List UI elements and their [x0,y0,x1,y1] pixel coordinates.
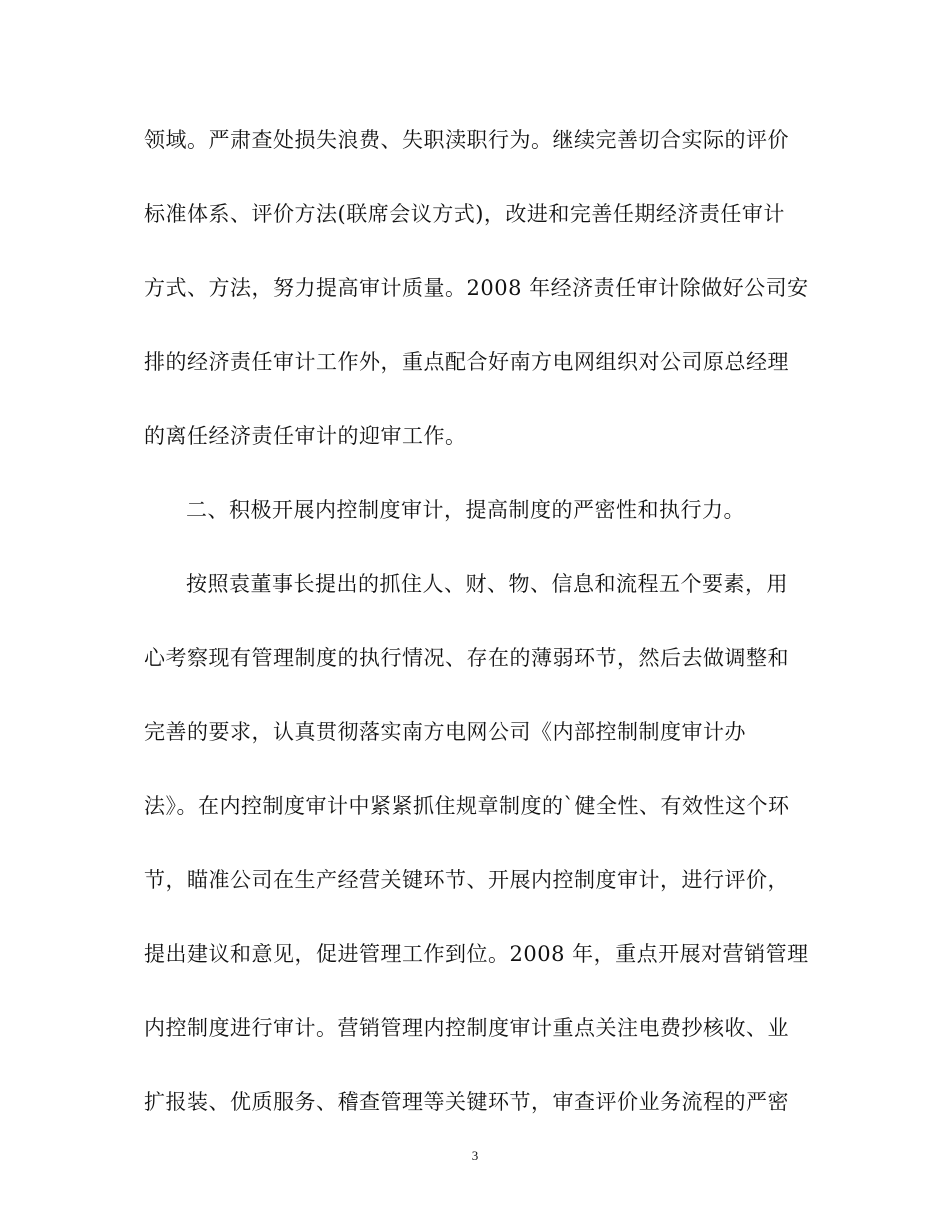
body-line: 领域。严肃查处损失浪费、失职渎职行为。继续完善切合实际的评价 [144,128,789,152]
body-line: 排的经济责任审计工作外，重点配合好南方电网组织对公司原总经理 [144,350,789,374]
section-heading: 二、积极开展内控制度审计，提高制度的严密性和执行力。 [186,498,745,522]
page-number: 3 [471,1148,479,1163]
body-line: 的离任经济责任审计的迎审工作。 [144,424,467,448]
body-line: 内控制度进行审计。营销管理内控制度审计重点关注电费抄核收、业 [144,1016,789,1040]
body-line: 法》。在内控制度审计中紧紧抓住规章制度的`健全性、有效性这个环 [144,794,790,818]
body-line: 完善的要求，认真贯彻落实南方电网公司《内部控制制度审计办 [144,720,746,744]
body-line: 标准体系、评价方法(联席会议方式)，改进和完善任期经济责任审计 [144,202,785,226]
body-line: 提出建议和意见，促进管理工作到位。2008 年，重点开展对营销管理 [144,942,809,966]
body-line: 心考察现有管理制度的执行情况、存在的薄弱环节，然后去做调整和 [144,646,789,670]
paragraph-first-line: 按照袁董事长提出的抓住人、财、物、信息和流程五个要素，用 [186,572,788,596]
body-line: 节，瞄准公司在生产经营关键环节、开展内控制度审计，进行评价， [144,868,789,892]
body-line: 方式、方法，努力提高审计质量。2008 年经济责任审计除做好公司安 [144,276,809,300]
body-line: 扩报装、优质服务、稽查管理等关键环节，审查评价业务流程的严密 [144,1090,789,1114]
